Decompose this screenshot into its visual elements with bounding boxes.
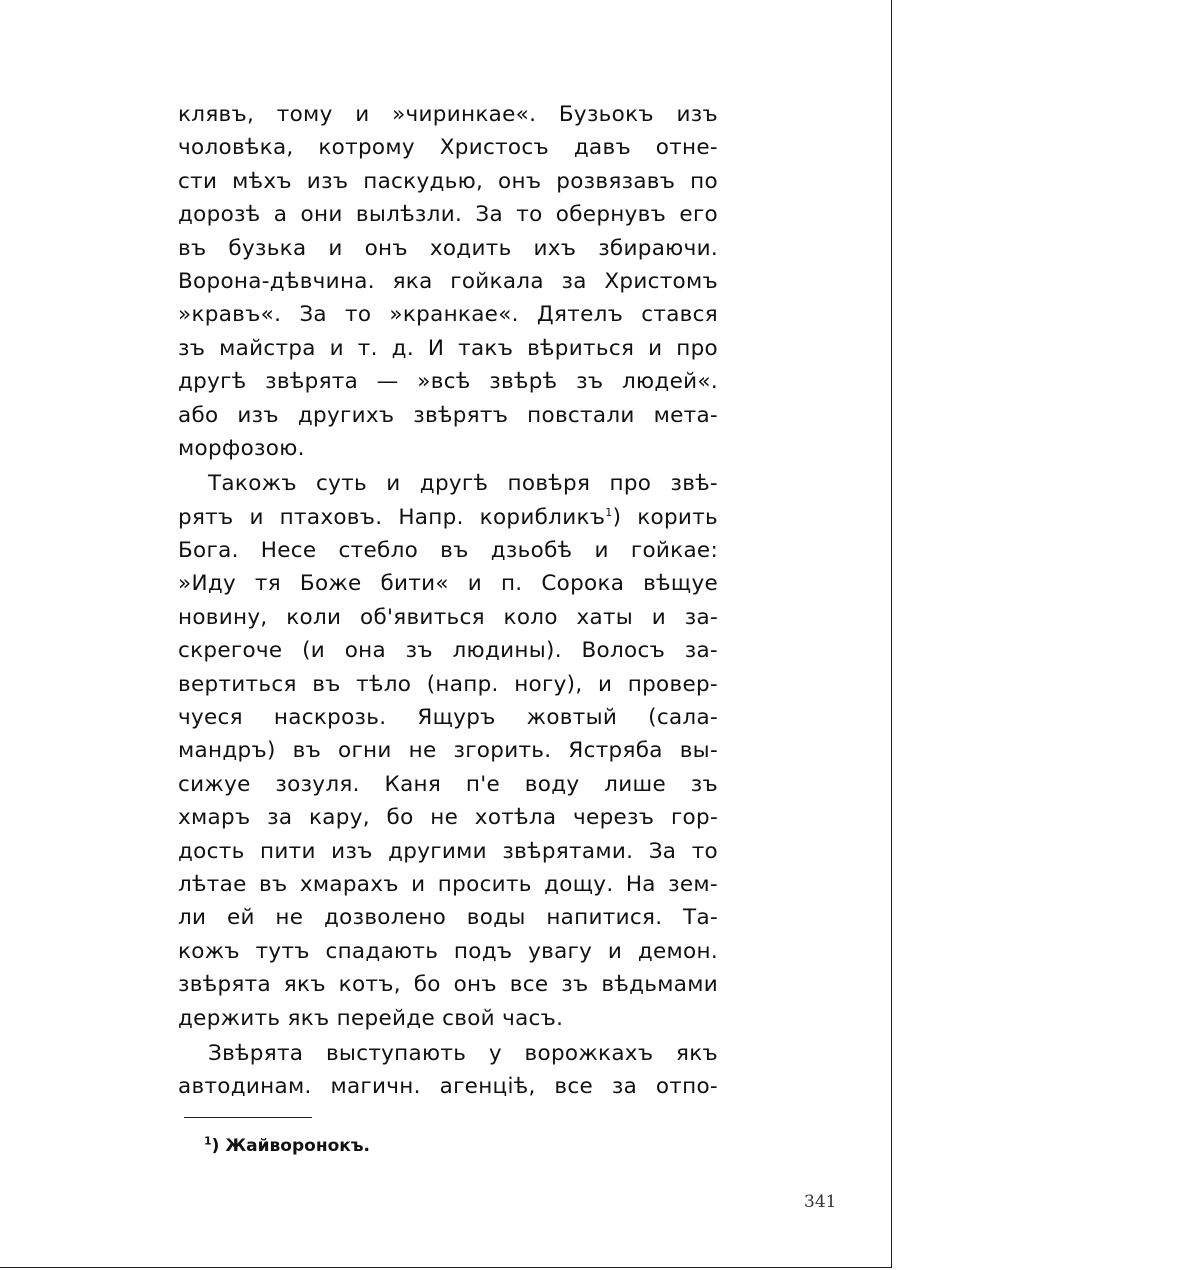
- text-line: або изъ другихъ звѣрятъ повстали мета-: [178, 402, 718, 428]
- text-line: кожъ тутъ спадають подъ увагу и демон.: [178, 938, 718, 964]
- text-line: другѣ звѣрята — »всѣ звѣрѣ зъ людей«.: [178, 369, 718, 395]
- text-line: хмаръ за кару, бо не хотѣла черезъ гор-: [178, 805, 718, 831]
- text-line: Такожъ суть и другѣ повѣря про звѣ-: [208, 471, 718, 497]
- footnote-text: ) Жайворонокъ.: [211, 1136, 371, 1156]
- text-line: дость пити изъ другими звѣрятами. За то: [178, 838, 718, 864]
- text-line-with-footnote: [178, 501, 718, 534]
- footnote: [204, 1136, 370, 1156]
- text-fragment: рятъ и птаховъ. Напр. кориблик: [178, 504, 590, 530]
- text-line: Звѣрята выступають у ворожкахъ якъ: [208, 1040, 718, 1066]
- footnote-marker: 1: [204, 1134, 212, 1148]
- body-text: [178, 98, 718, 1104]
- text-line: мандръ) въ огни не згорить. Ястряба вы-: [178, 738, 718, 764]
- text-line: морфозою.: [178, 435, 305, 461]
- text-line: новину, коли об'явиться коло хаты и за-: [178, 604, 718, 630]
- text-line: сижуе зозуля. Каня п'е воду лише зъ: [178, 771, 718, 797]
- text-line: звѣрята якъ котъ, бо онъ все зъ вѣдьмами: [178, 972, 718, 998]
- text-line: чоловѣка, котрому Христосъ давъ отне-: [178, 135, 718, 161]
- text-fragment: ) корить: [612, 504, 718, 530]
- text-line: ли ей не дозволено воды напитися. Та-: [178, 905, 718, 931]
- text-line: сти мѣхъ изъ паскудью, онъ розвязавъ по: [178, 168, 718, 194]
- text-line: вертиться въ тѣло (напр. ногу), и провер-: [178, 671, 718, 697]
- text-line: въ бузька и онъ ходить ихъ збираючи.: [178, 235, 718, 261]
- text-line: чуеся наскрозь. Ящуръ жовтый (сала-: [178, 705, 718, 731]
- text-line: клявъ, тому и »чиринкае«. Бузьокъ изъ: [178, 102, 718, 127]
- text-line: Бога. Несе стебло въ дзьобѣ и гойкае:: [178, 538, 718, 564]
- footnote-reference[interactable]: 1: [605, 505, 613, 519]
- text-line: автодинам. магичн. агенцiѣ, все за отпо-: [178, 1074, 718, 1100]
- text-line: »Иду тя Боже бити« и п. Сорока вѣщуе: [178, 571, 718, 597]
- footnote-divider: [184, 1117, 312, 1118]
- text-line: лѣтае въ хмарахъ и просить дощу. На зем-: [178, 871, 718, 897]
- text-line: Ворона-дѣвчина. яка гойкала за Христомъ: [178, 268, 718, 294]
- page-number: 341: [804, 1192, 837, 1212]
- text-fragment: ъ: [589, 504, 606, 530]
- text-line: »кравъ«. За то »кранкае«. Дятелъ стався: [178, 302, 718, 328]
- text-line: дорозѣ а они вылѣзли. За то обернувъ его: [178, 202, 718, 228]
- text-line: скрегоче (и она зъ людины). Волосъ за-: [178, 638, 718, 664]
- text-line: держить якъ перейде свой часъ.: [178, 1005, 564, 1031]
- text-line: зъ майстра и т. д. И такъ вѣриться и про: [178, 335, 718, 361]
